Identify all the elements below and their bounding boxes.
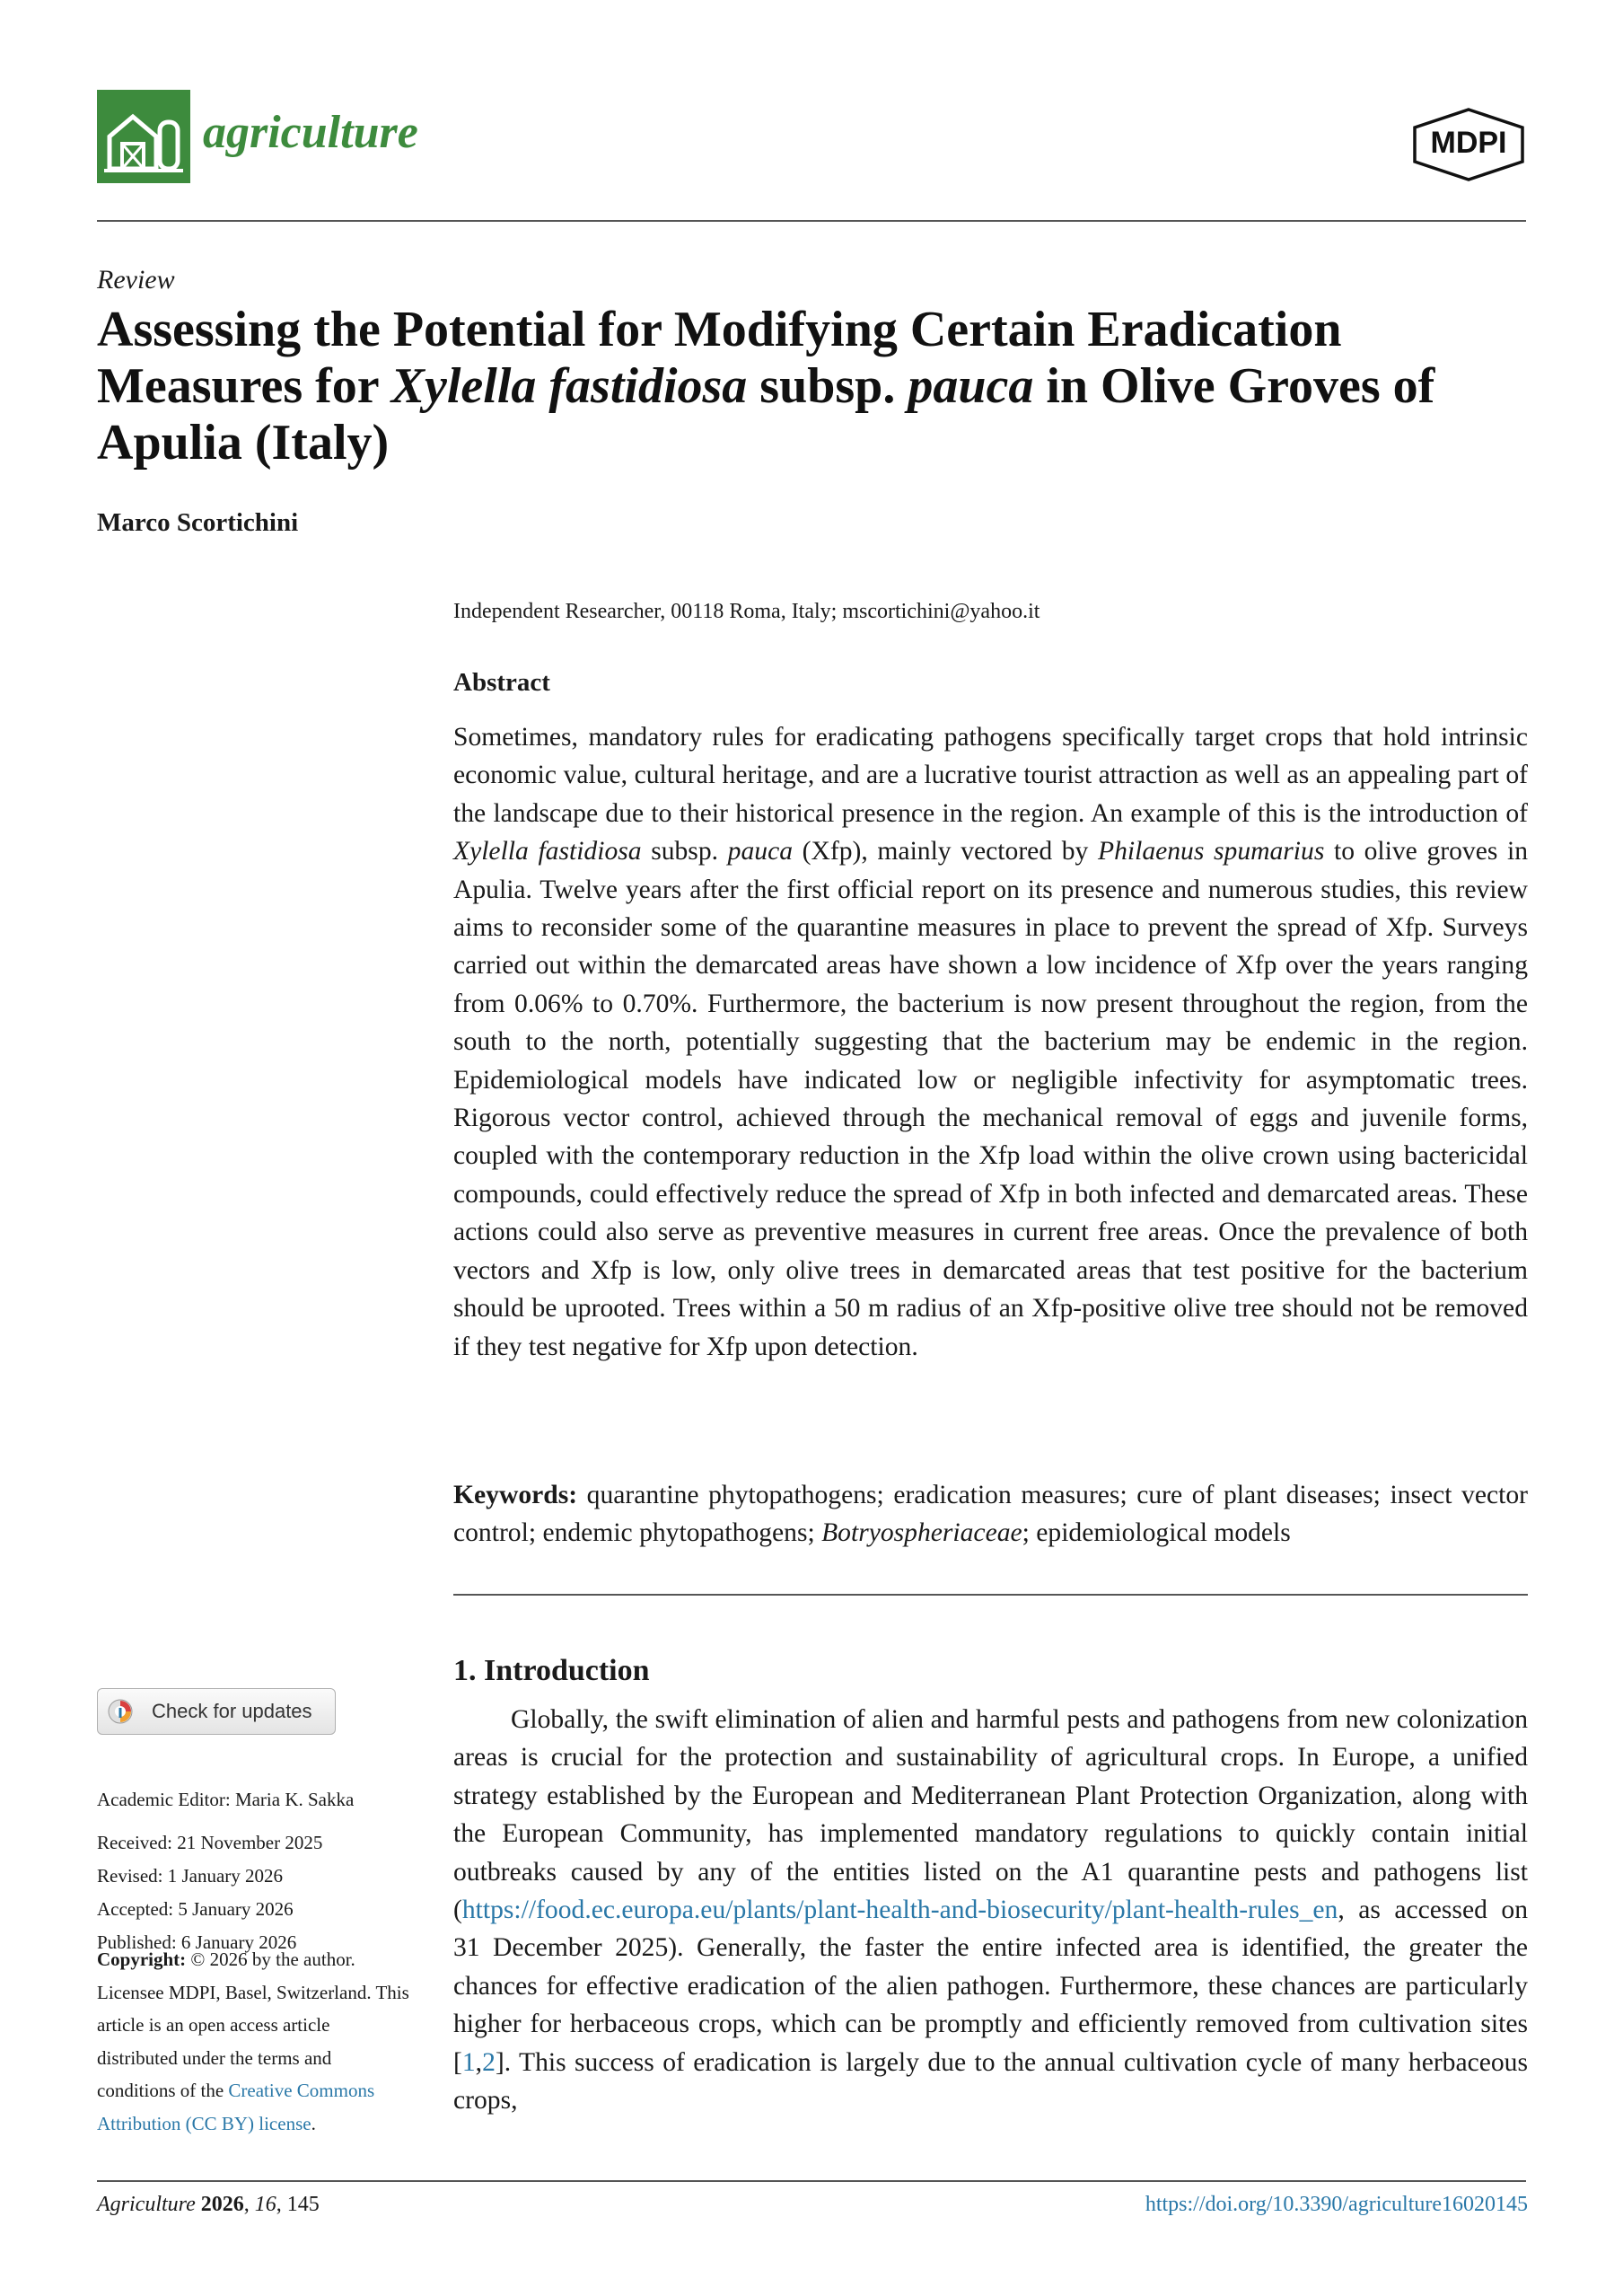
abstract-body: Sometimes, mandatory rules for eradicating pathogens specifically target crops that hold intrinsic economic value, cultural heritage, and are a lucrative tourist attraction as well as an appealing part of the landscape due to their historical presence in the region. An example of this is the introduction of Xylella fastidiosa subsp. pauca (Xfp), mainly vectored by Philaenus spumarius to olive groves in Apulia. Twelve years after the first official report on its presence and numerous studies, this review aims to reconsider some of the quarantine measures in place to prevent the spread of Xfp. Surveys carried out within the demarcated areas have shown a low incidence of Xfp over the years ranging from 0.06% to 0.70%. Furthermore, the bacterium is now present throughout the region, from the south to the north, potentially suggesting that the bacterium may be endemic in the region. Epidemiological models have indicated low or negligible infectivity for asymptomatic trees. Rigorous vector control, achieved through the mechanical removal of eggs and juvenile forms, coupled with the contemporary reduction in the Xfp load within the olive crown using bactericidal compounds, could effectively reduce the spread of Xfp in both infected and demarcated areas. These actions could also serve as preventive measures in current free areas. Once the prevalence of both vectors and Xfp is low, only olive trees in demarcated areas that test positive for the bacterium should be uprooted. Trees within a 50 m radius of an Xfp-positive olive tree should not be removed if they test negative for Xfp upon detection.: [453, 723, 1529, 1361]
keywords: Keywords: quarantine phytopathogens; eradication measures; cure of plant diseases; insect vector control; endemic phytopathogens; Botryospheriaceae; epidemiological models: [453, 1481, 1528, 1548]
journal-logo: [97, 90, 190, 183]
article-type: Review: [97, 265, 175, 295]
date-accepted: Accepted: 5 January 2026: [97, 1898, 294, 1920]
license-link[interactable]: Creative Commons Attribution (CC BY) license: [97, 2080, 375, 2134]
date-published: Published: 6 January 2026: [97, 1931, 297, 1953]
journal-name: agriculture: [203, 107, 418, 158]
check-updates-label: Check for updates: [152, 1700, 312, 1722]
abstract-heading: Abstract: [453, 668, 550, 697]
doi-link[interactable]: https://doi.org/10.3390/agriculture16020145: [1145, 2193, 1528, 2216]
check-updates-icon: [107, 1698, 134, 1725]
publisher-name: MDPI: [1430, 126, 1507, 160]
article-title: Assessing the Potential for Modifying Certain Eradication Measures for Xylella fastidiosa subsp. pauca in Olive Groves of Apulia (Italy): [97, 302, 1435, 471]
header-divider: [97, 220, 1526, 222]
author-name: Marco Scortichini: [97, 508, 299, 537]
check-for-updates-button[interactable]: [97, 1688, 336, 1735]
citation-footer: Agriculture 2026, 16, 145: [97, 2193, 320, 2216]
introduction-body: Globally, the swift elimination of alien and harmful pests and pathogens from new colonization areas is crucial for the protection and sustainability of agricultural crops. In Europe, a unified strategy established by the European and Mediterranean Plant Protection Organization, along with the European Community, has implemented mandatory regulations to quickly contain initial outbreaks caused by any of the entities listed on the A1 quarantine pests and pathogens list (https://food.ec.europa.eu/plants/plant-health-and-biosecurity/plant-health-rules_en, as accessed on 31 December 2025). Generally, the faster the entire infected area is identified, the greater the chances for effective eradication of the alien pathogen. Furthermore, these chances are particularly higher for herbaceous crops, which can be promptly and efficiently removed from cultivation sites [1,2]. This success of eradication is largely due to the annual cultivation cycle of many herbaceous crops,: [453, 1705, 1528, 2116]
footer-divider: [97, 2180, 1526, 2182]
date-revised: Revised: 1 January 2026: [97, 1865, 284, 1887]
academic-editor: Academic Editor: Maria K. Sakka: [97, 1789, 355, 1810]
barn-icon: [97, 90, 190, 183]
publisher-logo: [1408, 106, 1530, 183]
copyright-notice: Copyright: © 2026 by the author. Licensee MDPI, Basel, Switzerland. This article is an open access article distributed under the terms and conditions of the Creative Commons Attribution (CC BY) license.: [97, 1949, 409, 2134]
eu-plant-health-link[interactable]: https://food.ec.europa.eu/plants/plant-health-and-biosecurity/plant-health-rules_en: [461, 1896, 1338, 1925]
section-heading-introduction: 1. Introduction: [453, 1654, 650, 1687]
date-received: Received: 21 November 2025: [97, 1832, 323, 1853]
affiliation: Independent Researcher, 00118 Roma, Italy; mscortichini@yahoo.it: [453, 600, 1040, 623]
reference-1-link[interactable]: 1: [461, 2047, 476, 2077]
section-divider: [453, 1594, 1528, 1596]
reference-2-link[interactable]: 2: [482, 2047, 496, 2077]
